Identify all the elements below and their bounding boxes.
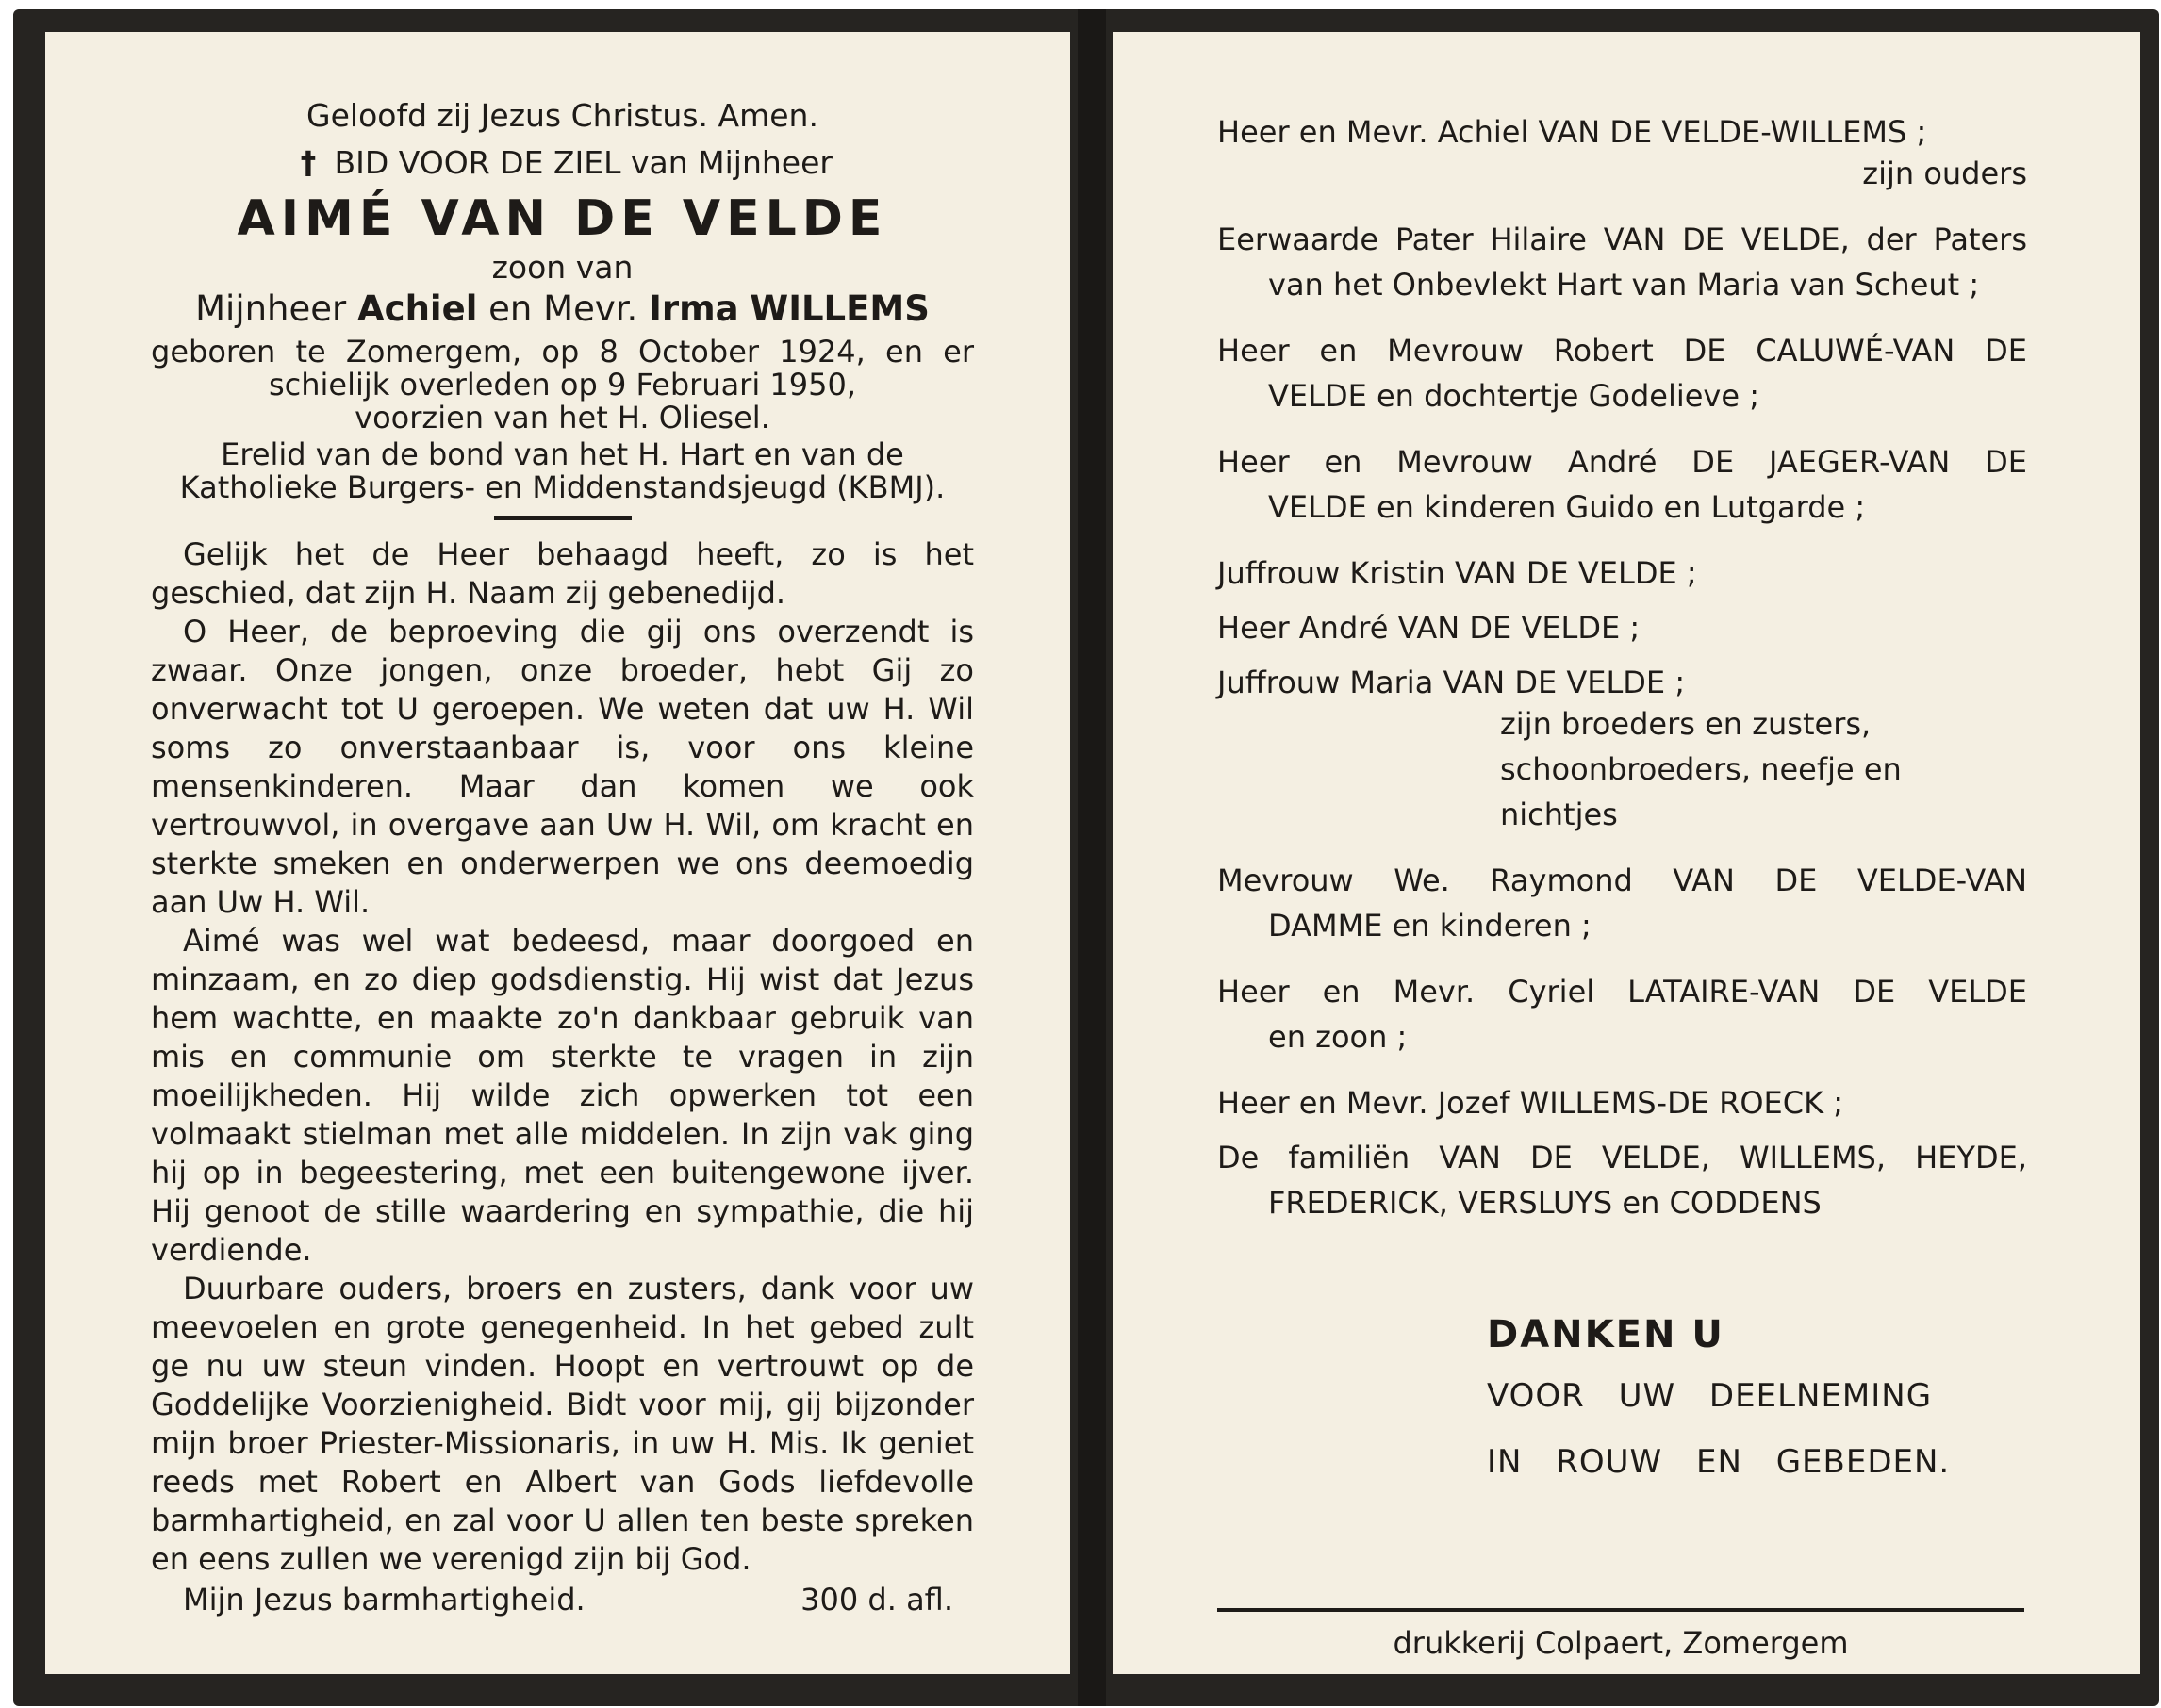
parents-surname: WILLEMS (750, 288, 930, 329)
relative-entry (1217, 1080, 2027, 1125)
sibling-6-line: Juffrouw Maria VAN DE VELDE ; (1217, 665, 1686, 700)
sibling-2-line-2: VELDE en dochtertje Godelieve ; (1268, 378, 1759, 414)
relative-1-line-2: DAMME en kinderen ; (1268, 908, 1592, 944)
card-fold (1078, 9, 1106, 1706)
parents-mother: Irma (649, 288, 739, 329)
sibling-entry (1217, 605, 2027, 650)
relative-1-line-1: Mevrouw We. Raymond VAN DE VELDE-VAN (1217, 862, 2027, 898)
printer-divider (1217, 1608, 2024, 1612)
membership-line-1: Erelid van de bond van het H. Hart en van de (221, 436, 904, 472)
sibling-3-line-1: Heer en Mevrouw André DE JAEGER-VAN DE (1217, 444, 2027, 480)
paragraph-4: Duurbare ouders, broers en zusters, dank voor uw meevoelen en grote genegenheid. In het gebed zult ge nu uw steun vinden. Hoopt en vertrouwt op de Goddelijke Voorzienigheid. Bidt voor mij, gij bijzonder mijn broer Priester-Missionaris, in uw H. Mis. Ik geniet reeds met Robert en Albert van Gods liefdevolle barmhartigheid, en zal voor U allen ten beste spreken en eens zullen we verenigd zijn bij God. (151, 1271, 974, 1577)
parents-mr: Mijnheer (195, 288, 347, 329)
prayer-request (151, 143, 974, 183)
header-line: Geloofd zij Jezus Christus. Amen. (306, 97, 818, 134)
sibling-entry (1217, 439, 2027, 530)
relative-2-line-1: Heer en Mevr. Cyriel LATAIRE-VAN DE VELDE (1217, 974, 2027, 1010)
relative-3-line: Heer en Mevr. Jozef WILLEMS-DE ROECK ; (1217, 1085, 1844, 1121)
printer-credit: drukkerij Colpaert, Zomergem (1393, 1625, 1849, 1661)
birth-line-3: voorzien van het H. Oliesel. (355, 400, 770, 435)
paragraph-2: O Heer, de beproeving die gij ons overzendt is zwaar. Onze jongen, onze broeder, hebt Gij zo onverwacht tot U geroepen. We weten dat uw H. Wil soms zo onverstaanbaar is, voor ons kleine mensenkinderen. Maar dan komen we ook vertrouwvol, in overgave aan Uw H. Wil, om kracht en sterkte smeken en onderwerpen we ons deemoedig aan Uw H. Wil. (151, 614, 974, 920)
sibling-entry (1217, 660, 2027, 705)
thanks-block (1217, 1306, 2027, 1495)
right-page (1113, 32, 2140, 1674)
prayer-request-text: BID VOOR DE ZIEL van Mijnheer (334, 144, 833, 181)
divider (494, 516, 632, 520)
parents-mrs: Mevr. (543, 288, 638, 329)
birth-block (151, 336, 974, 435)
memorial-card (13, 9, 2159, 1706)
left-page (45, 32, 1070, 1674)
siblings-note-line-1: zijn broeders en zusters, (1500, 706, 1872, 742)
siblings-note (1217, 701, 2027, 837)
thanks-title: DANKEN U (1487, 1313, 1724, 1356)
birth-line-2: schielijk overleden op 9 Februari 1950, (268, 367, 856, 402)
parents-and: en (488, 288, 533, 329)
relative-4-line-2: FREDERICK, VERSLUYS en CODDENS (1268, 1185, 1822, 1221)
relative-2-line-2: en zoon ; (1268, 1019, 1408, 1055)
deceased-name: AIMÉ VAN DE VELDE (237, 190, 888, 247)
parents-entry-line: Heer en Mevr. Achiel VAN DE VELDE-WILLEMS ; (1217, 114, 1927, 150)
closing-line (151, 1581, 974, 1619)
sibling-4-line: Juffrouw Kristin VAN DE VELDE ; (1217, 555, 1697, 591)
son-of: zoon van (491, 249, 634, 286)
membership-block (151, 438, 974, 504)
relative-entry (1217, 858, 2027, 948)
sibling-3-line-2: VELDE en kinderen Guido en Lutgarde ; (1268, 489, 1866, 525)
relative-entry (1217, 1135, 2027, 1225)
thanks-line-2: IN ROUW EN GEBEDEN. (1487, 1443, 1951, 1481)
parents-entry (1217, 109, 2027, 196)
closing-prayer: Mijn Jezus barmhartigheid. (183, 1582, 586, 1618)
sibling-5-line: Heer André VAN DE VELDE ; (1217, 610, 1641, 646)
paragraph-3: Aimé was wel wat bedeesd, maar doorgoed en minzaam, en zo diep godsdienstig. Hij wist dat Jezus hem wachtte, en maakte zo'n dankbaar gebruik van mis en communie om sterkte te vragen in zijn moeilijkheden. Hij wilde zich opwerken tot een volmaakt stielman met alle middelen. In zijn vak ging hij op in begeestering, met een buitengewone ijver. Hij genoot de stille waardering en sympathie, die hij verdiende. (151, 923, 974, 1268)
sibling-entry (1217, 550, 2027, 596)
relative-entry (1217, 969, 2027, 1059)
sibling-1-line-1: Eerwaarde Pater Hilaire VAN DE VELDE, der Paters (1217, 222, 2027, 257)
memorial-text (151, 535, 974, 1579)
thanks-line-1: VOOR UW DEELNEMING (1487, 1377, 1933, 1415)
siblings-note-line-2: schoonbroeders, neefje en nichtjes (1500, 751, 1902, 832)
birth-line-1: geboren te Zomergem, op 8 October 1924, en er (151, 334, 974, 370)
sibling-entry (1217, 328, 2027, 419)
indulgence: 300 d. afl. (800, 1582, 953, 1618)
paragraph-1: Gelijk het de Heer behaagd heeft, zo is het geschied, dat zijn H. Naam zij gebenedijd. (151, 536, 974, 611)
parents-note: zijn ouders (1862, 156, 2027, 191)
cross-icon: † (300, 144, 317, 181)
relative-4-line-1: De familiën VAN DE VELDE, WILLEMS, HEYDE, (1217, 1140, 2027, 1175)
parents-line (151, 287, 974, 332)
sibling-entry (1217, 217, 2027, 307)
sibling-2-line-1: Heer en Mevrouw Robert DE CALUWÉ-VAN DE (1217, 333, 2027, 369)
membership-line-2: Katholieke Burgers- en Middenstandsjeugd (KBMJ). (179, 469, 946, 505)
parents-father: Achiel (357, 288, 478, 329)
sibling-1-line-2: van het Onbevlekt Hart van Maria van Scheut ; (1268, 267, 1980, 303)
